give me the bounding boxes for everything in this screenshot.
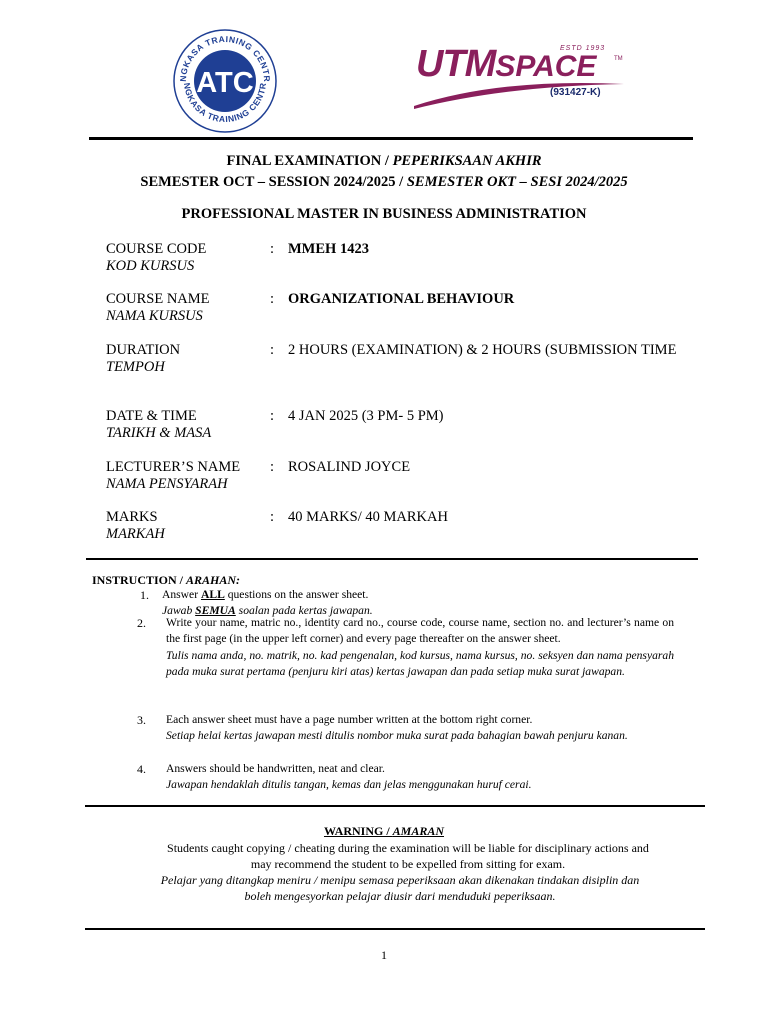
- marks-value: 40 MARKS/ 40 MARKAH: [288, 509, 448, 525]
- warning-text-en-1: Students caught copying / cheating during the examination will be liable for disciplinary actions and: [167, 841, 649, 855]
- divider-bottom: [85, 928, 705, 930]
- semester-line: SEMESTER OCT – SESSION 2024/2025 / SEMESTER OKT – SESI 2024/2025: [140, 174, 628, 190]
- atc-ring-text-top: NGKASA TRAINING CENTR: [177, 33, 273, 83]
- utmspace-tm: TM: [614, 56, 623, 62]
- instruction-number: 4.: [137, 762, 146, 776]
- course-code-label: COURSE CODE KOD KURSUS: [106, 241, 207, 274]
- colon: :: [270, 408, 275, 424]
- divider-middle: [86, 558, 698, 560]
- instruction-item-4: Answers should be handwritten, neat and clear. Jawapan hendaklah ditulis tangan, kemas dan jelas menggunakan huruf cerai.: [166, 762, 532, 792]
- instruction-heading: INSTRUCTION / ARAHAN:: [92, 573, 241, 587]
- warning-text-ms-1: Pelajar yang ditangkap meniru / menipu semasa peperiksaan akan dikenakan tindakan disiplin dan: [160, 873, 640, 887]
- lecturer-name-value: ROSALIND JOYCE: [288, 459, 411, 475]
- page-number: 1: [381, 948, 387, 962]
- utm-text: UTM: [416, 43, 496, 85]
- colon: :: [270, 241, 275, 257]
- warning-text-ms-2: boleh mengesyorkan pelajar diusir dari menduduki peperiksaan.: [244, 889, 556, 903]
- atc-ring-text-bottom: NGKASA TRAINING CENTR: [181, 81, 269, 125]
- utmspace-estd: ESTD 1993: [560, 45, 606, 52]
- course-name-value: ORGANIZATIONAL BEHAVIOUR: [288, 291, 515, 307]
- space-text: SPACE: [495, 50, 597, 83]
- duration-label: DURATION TEMPOH: [106, 342, 181, 375]
- instruction-number: 3.: [137, 713, 146, 727]
- exam-title: FINAL EXAMINATION / PEPERIKSAAN AKHIR: [226, 153, 542, 169]
- instruction-item-1: Answer ALL questions on the answer sheet. Jawab SEMUA soalan pada kertas jawapan.: [162, 588, 373, 618]
- colon: :: [270, 291, 275, 307]
- divider-instructions: [85, 805, 705, 807]
- utmspace-reg-no: (931427-K): [550, 87, 601, 98]
- course-code-value: MMEH 1423: [288, 241, 369, 257]
- atc-logo-text: ATC: [196, 67, 254, 99]
- date-time-label: DATE & TIME TARIKH & MASA: [106, 408, 212, 441]
- warning-text-en-2: may recommend the student to be expelled from sitting for exam.: [250, 857, 566, 871]
- program-title: PROFESSIONAL MASTER IN BUSINESS ADMINISTRATION: [181, 206, 587, 222]
- instruction-item-2: Write your name, matric no., identity card no., course code, course name, section no. and lecturer’s name on the first page (in the upper left corner) and every page thereafter on the answer sheet. Tulis nama anda, no. matrik, no. kad pengenalan, kod kursus, nama kursus, no. seksyen dan nama pensyarah pada muka surat pertama (penjuru kiri atas) kertas jawapan dan pada setiap muka surat jawapan.: [166, 616, 674, 678]
- colon: :: [270, 342, 275, 358]
- course-name-label: COURSE NAME NAMA KURSUS: [106, 291, 210, 324]
- instruction-item-3: Each answer sheet must have a page number written at the bottom right corner. Setiap helai kertas jawapan mesti ditulis nombor muka surat pada bahagian bawah penjuru kanan.: [166, 713, 628, 743]
- colon: :: [270, 459, 275, 475]
- divider-top: [89, 137, 693, 140]
- instruction-number: 2.: [137, 616, 146, 630]
- instruction-number: 1.: [140, 588, 149, 602]
- duration-value: 2 HOURS (EXAMINATION) & 2 HOURS (SUBMISSION TIME: [288, 342, 677, 358]
- date-time-value: 4 JAN 2025 (3 PM- 5 PM): [288, 408, 444, 424]
- lecturer-name-label: LECTURER’S NAME NAMA PENSYARAH: [106, 459, 241, 492]
- warning-heading: WARNING / AMARAN: [323, 824, 445, 838]
- marks-label: MARKS MARKAH: [106, 509, 165, 542]
- colon: :: [270, 509, 275, 525]
- atc-logo: [172, 28, 278, 134]
- utmspace-logo: [410, 44, 630, 112]
